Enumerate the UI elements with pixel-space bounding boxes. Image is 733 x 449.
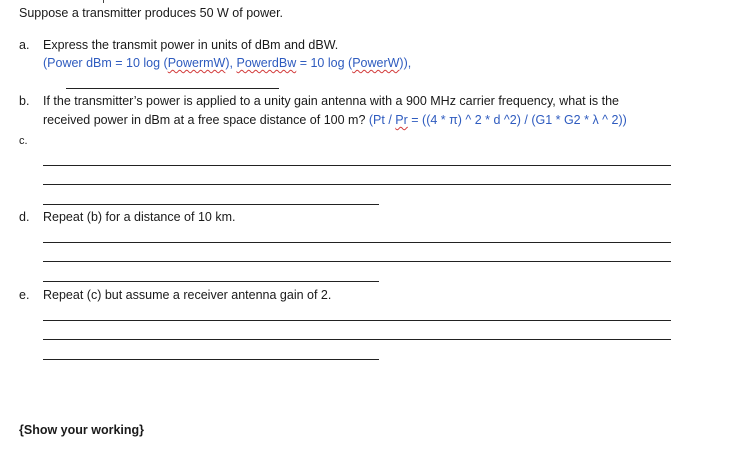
question-b-line2: [43, 113, 627, 127]
hint-a-powerw: PowerW: [352, 56, 400, 70]
question-b-line2-text: received power in dBm at a free space distance of 100 m?: [43, 113, 366, 127]
answer-line-e-2[interactable]: [43, 339, 671, 340]
answer-line-d-2[interactable]: [43, 261, 671, 262]
hint-b-part-2: = ((4 * π) ^ 2 * d ^2) / (G1 * G2 * λ ^ 2)): [407, 113, 627, 127]
question-c-marker: c.: [19, 135, 28, 147]
hint-a-part-4: = 10 log (: [296, 56, 353, 70]
hint-b-part-0: (Pt /: [368, 113, 396, 127]
question-a-text: Express the transmit power in units of dBm and dBW.: [43, 38, 339, 52]
answer-line-c-3[interactable]: [43, 204, 379, 205]
top-tick-mark: [103, 0, 104, 3]
question-a-marker: a.: [19, 38, 30, 52]
hint-a-part-6: )),: [399, 56, 412, 70]
hint-a-powermw: PowermW: [167, 56, 226, 70]
intro-text: Suppose a transmitter produces 50 W of power.: [19, 6, 284, 20]
answer-line-c-1[interactable]: [43, 165, 671, 166]
hint-a-part-2: ),: [225, 56, 237, 70]
answer-line-e-3[interactable]: [43, 359, 379, 360]
hint-a-powerdbw: PowerdBw: [236, 56, 297, 70]
answer-line-e-1[interactable]: [43, 320, 671, 321]
hint-a-part-0: (Power dBm = 10 log (: [43, 56, 168, 70]
question-b-line1: If the transmitter’s power is applied to a unity gain antenna with a 900 MHz carrier frequency, what is the: [43, 94, 619, 108]
show-working-note: {Show your working}: [19, 423, 145, 437]
answer-line-a[interactable]: [66, 88, 279, 89]
question-e-marker: e.: [19, 288, 30, 302]
answer-line-d-1[interactable]: [43, 242, 671, 243]
answer-line-c-2[interactable]: [43, 184, 671, 185]
hint-b-pr: Pr: [395, 113, 408, 127]
question-d-text: Repeat (b) for a distance of 10 km.: [43, 210, 236, 224]
answer-line-d-3[interactable]: [43, 281, 379, 282]
question-a-hint: [43, 56, 411, 70]
question-d-marker: d.: [19, 210, 30, 224]
question-b-hint: [369, 113, 627, 127]
question-e-text: Repeat (c) but assume a receiver antenna gain of 2.: [43, 288, 332, 302]
question-b-marker: b.: [19, 94, 30, 108]
